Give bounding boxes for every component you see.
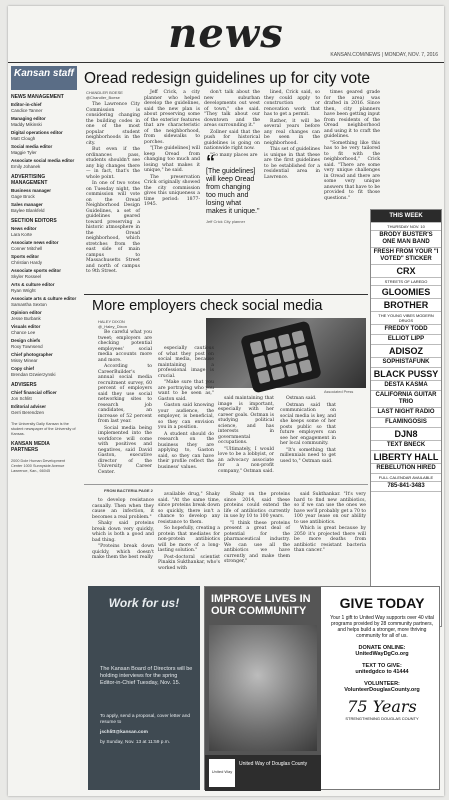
staff-name: Maggie Tyler — [11, 150, 37, 155]
story1-byline-name: CHANDLER BOESE — [86, 90, 123, 95]
text-to-give-head: TEXT TO GIVE: — [362, 663, 402, 669]
story1-col-1 — [86, 102, 140, 284]
article-paragraph: Post-doctoral scientist Pinakin Sukthankar, who's worked with — [158, 554, 220, 571]
ad-listing: FREDDY TODD — [371, 325, 441, 335]
jump-col-4 — [294, 492, 366, 582]
story1-col-2 — [144, 90, 200, 284]
staff-name: Ryan Wright — [11, 288, 36, 293]
ad-listing: REBELUTION HIRED — [371, 464, 441, 474]
staff-name: Skyler Rosseel — [11, 274, 42, 279]
article-paragraph: "Something like this has to be very tailored to fit with the neighborhood," Crick said. "There are some very unique challenges in Oread and there are some very unique answers that have to be provided to fit those questions." — [324, 140, 380, 201]
ad-listing: FULL CALENDAR AVAILABLE — [371, 474, 441, 482]
story1-col-5 — [324, 90, 380, 202]
staff-role: Associate arts & culture editor — [11, 296, 77, 301]
article-paragraph: The preservation Crick originally showed the city commission gives this uniqueness a time period: 1877-1945. — [144, 174, 200, 207]
jump-divider — [84, 484, 368, 485]
give-today-text: Your 1 gift to United Way supports over 40 vital programs provided by 28 community partners, and helps build a stronger, more thriving community for all of us. — [330, 615, 434, 639]
ad-listing: FRESH FROM YOUR "I VOTED" STICKER — [371, 248, 441, 265]
ad-listing: THURSDAY NOV. 10 — [371, 223, 441, 231]
staff-role: Sales manager — [11, 202, 43, 207]
staff-name: Brendan Dzwierzynski — [11, 372, 56, 377]
ad-listing: CRX — [371, 265, 441, 278]
anniversary-mark — [325, 697, 439, 721]
newspaper-page — [8, 6, 444, 796]
staff-name: Conner Mitchell — [11, 246, 43, 251]
text-to-give-code: unitedgdco to 41444 — [355, 669, 409, 675]
united-way-logo: United Way — [209, 759, 235, 787]
smartphone-photo — [206, 318, 366, 388]
staff-role: Design chiefs — [11, 338, 41, 343]
staff-section-head: SECTION EDITORS — [11, 218, 57, 224]
staff-role: Business manager — [11, 188, 52, 193]
pull-quote-mark: “ — [206, 152, 215, 172]
volunteer-head: VOLUNTEER: — [364, 681, 400, 687]
media-partners-head: KANSAN MEDIA PARTNERS — [11, 441, 50, 453]
work-for-us-ad[interactable] — [88, 586, 200, 790]
staff-role: Associate social media editor — [11, 158, 75, 163]
story1-col-4 — [264, 90, 320, 284]
ad-listing: DJN8 — [371, 428, 441, 441]
staff-role: Editor-in-chief — [11, 102, 42, 107]
article-paragraph: Shaky on the proteins since 2014, said these proteins could extend the life of antibiotics currently in use by 10 to 100 years. — [224, 492, 290, 519]
staff-role: Sports editor — [11, 254, 40, 259]
staff-role: Associate news editor — [11, 240, 59, 245]
article-paragraph: Rather, it will be several years before any real changes can be seen in the neighborhood. — [264, 118, 320, 146]
smartphone-image — [240, 320, 322, 393]
ad-listing: DESTA KASMA — [371, 381, 441, 391]
story2-byline — [98, 319, 127, 329]
article-paragraph: times geared grade for the area) was drafted in 2016. Since then, city planners have been getting input from residents of the Oread neighborhood and using it to craft the guidelines. — [324, 90, 380, 139]
donate-online-url[interactable]: UnitedWayDgCo.org — [355, 651, 409, 657]
article-paragraph: Ostman said that communication on social media is key, and she keeps some of her posts public so that future employers can see her engagement in her local community. — [280, 402, 336, 446]
pull-quote-attribution: Jeff Crick City planner — [206, 219, 246, 224]
staff-role: Opinion editor — [11, 310, 42, 315]
article-paragraph: Zollner said that the push for historical guidelines is going on nationwide right now. — [204, 129, 260, 151]
staff-section-head: NEWS MANAGEMENT — [11, 94, 64, 100]
ad-listing: ELLIOT LIPP — [371, 335, 441, 345]
united-way-photo-panel — [205, 587, 321, 791]
staff-name: Chance Lee — [11, 330, 36, 335]
staff-role: Chief financial officer — [11, 390, 57, 395]
work-for-us-body: The Kansan Board of Directors will be holding interviews for the spring Editor-in-Chief Tuesday, Nov. 15. — [100, 666, 193, 686]
staff-name: Candice Tanner — [11, 108, 43, 113]
staff-role: Associate sports editor — [11, 268, 62, 273]
united-way-footer — [205, 755, 321, 791]
united-way-org: United Way of Douglas County — [239, 761, 308, 767]
staff-name: Matt Clough — [11, 136, 36, 141]
article-paragraph: Jeff Crick, a city planner who helped develop the guidelines, said the new plan is about preserving some of the exterior features that are characteristic of the neighborhood, from sidewalks to porches. — [144, 90, 200, 145]
staff-role: Arts & culture editor — [11, 282, 55, 287]
staff-role: Chief photographer — [11, 352, 53, 357]
apply-instructions: To apply, send a proposal, cover letter and resume to — [100, 714, 191, 725]
article-paragraph: In one of two votes on Tuesday night, the commission will vote on the Oread Neighborhood Design Guidelines, a set of guidelines geared toward preserving a historic atmosphere in the Oread neighborhood, which stretches from the east side of main campus to Massachusetts Street and north of campus to 9th Street. — [86, 181, 140, 274]
ad-listing: 785-841-3483 — [371, 482, 441, 492]
article-paragraph: "It's something that millennials need to get used to," Ostman said. — [280, 447, 336, 464]
article-paragraph: Social media being implemented into the workforce will come with positives and negatives, said David Gaston, executive director of the University Career Center. — [98, 425, 152, 475]
article-paragraph: "Proteins break down quickly, which doesn't make them the best really — [92, 544, 154, 560]
continued-label: FROM BACTERIA PAGE 2 — [104, 488, 153, 493]
pull-quote-text: [The guidelines] will keep Oread from changing too much and losing what makes it unique." — [206, 168, 260, 215]
story1-col-3 — [204, 90, 260, 158]
apply-deadline: by Sunday, Nov. 13 at 11:59 p.m. — [100, 740, 171, 745]
masthead — [8, 6, 444, 64]
ad-listing: SOPHISTAFUNK — [371, 358, 441, 368]
ad-listing: THE YOUNG VIBES MODERN DRUGS — [371, 312, 441, 325]
united-way-headline: IMPROVE LIVES IN OUR COMMUNITY — [211, 593, 311, 617]
article-paragraph: "I think these proteins present a great deal of potential for the pharmaceutical industry. We can use all the antibiotics we have currently and make them stronger," — [224, 520, 290, 564]
staff-name: Gerri Berendzen — [11, 410, 45, 415]
staff-role: Copy chief — [11, 366, 35, 371]
ad-listing: LIBERTY HALL — [371, 451, 441, 464]
apply-email[interactable]: jschlitt@kansan.com — [100, 730, 148, 735]
story2-col-3 — [218, 396, 274, 480]
staff-section-head: ADVERTISING MANAGEMENT — [11, 174, 48, 186]
staff-name: Samantha Sexton — [11, 302, 47, 307]
staff-name: Maddy Mikinski — [11, 122, 42, 127]
jump-col-3 — [224, 492, 290, 582]
story2-headline: More employers check social media — [92, 298, 323, 314]
staff-section-head: ADVISERS — [11, 382, 37, 388]
app-icon-grid — [250, 330, 313, 384]
article-paragraph: Ostman said. — [286, 396, 317, 401]
section-logo: news — [168, 10, 284, 57]
article-paragraph: lined, Crick said, so they could apply to construction or renovation work that has to get a permit. — [264, 90, 320, 117]
article-paragraph: This set of guidelines is unique in that these are the first guidelines to be established for a residential area in Lawrence. — [264, 147, 320, 180]
story2-col-1 — [98, 330, 152, 480]
united-way-ad[interactable] — [204, 586, 440, 790]
staff-name: Emily Johanek — [11, 164, 41, 169]
photo-credit: Associated Press — [324, 390, 354, 394]
story2-col-4 — [280, 396, 336, 480]
staff-role: Visuals editor — [11, 324, 41, 329]
story1-byline — [86, 90, 123, 100]
story1-headline: Oread redesign guidelines up for city vote — [84, 70, 371, 87]
ad-listing: THIS WEEK — [371, 210, 441, 223]
masthead-rule — [8, 62, 444, 63]
staff-name: Jon Schlitt — [11, 396, 32, 401]
staff-name: Missy Minear — [11, 358, 38, 363]
staff-role: Digital operations editor — [11, 130, 63, 135]
staff-name: Lara Korte — [11, 232, 33, 237]
story2-col-2 — [158, 346, 214, 480]
staff-name: Gage Brock — [11, 194, 35, 199]
article-paragraph: Gaston said knowing your audience, the employer, is beneficial, so they can envision you in a position. — [158, 403, 214, 430]
story-divider — [84, 294, 368, 295]
article-paragraph: "[The guidelines] will keep Oread from changing too much and losing what makes it unique," he said. — [144, 146, 200, 173]
article-paragraph: don't talk about the new suburban developments out west of town," she said. "They talk about our downtown and the areas surrounding it." — [204, 90, 260, 128]
ad-listing: BROTHER — [371, 299, 441, 312]
donate-online-head: DONATE ONLINE: — [358, 645, 406, 651]
staff-name: Christian Hardy — [11, 260, 43, 265]
ad-listing: BLACK PUSSY — [371, 368, 441, 381]
staff-name: Roxy Townsend — [11, 344, 43, 349]
article-paragraph: Shaky said proteins break down very quickly, which is both a good and bad thing. — [92, 521, 154, 543]
article-paragraph: A student should do research on the business they are applying to, Gaston said, so they can have their profile reflect the business' values. — [158, 431, 214, 470]
ad-listing: FLAMINGOSIS — [371, 418, 441, 428]
volunteer-url[interactable]: VolunteerDouglasCounty.org — [344, 687, 420, 693]
article-paragraph: The Lawrence City Commission is considering changing the building codes in one of the most popular student neighborhoods in the city. — [86, 102, 140, 146]
article-paragraph: Be careful what you tweet; employers are checking potential employees' social media accounts more and more. — [98, 330, 152, 363]
ad-listing: STREETS OF LAREDO — [371, 278, 441, 286]
staff-sidebar — [8, 66, 80, 796]
ad-listing: BRODY BUSTER'S ONE MAN BAND — [371, 231, 441, 248]
article-paragraph: So hopefully, creating a protein that mediates for non-protein antibiotics will be more of a long-lasting solution." — [158, 526, 220, 553]
article-paragraph: Which is great because by 2050 it's projected there will be more deaths from antibiotic resistant bacteria than cancer." — [294, 526, 366, 553]
article-paragraph: "Ultimately, I would love to be a lobbyist, or an advocacy associate for a non-profit company," Ostman said. — [218, 446, 274, 474]
united-way-give-panel — [325, 587, 439, 791]
work-for-us-apply — [100, 714, 194, 746]
staff-role: News editor — [11, 226, 37, 231]
article-paragraph: especially cautious of what they post on social media, because maintaining a professional image is crucial. — [158, 346, 214, 379]
article-paragraph: "Make sure that you are portraying who you want to be seen as," Gaston said. — [158, 380, 214, 402]
staff-name: Jesse Burbank — [11, 316, 41, 321]
staff-role: Social media editor — [11, 144, 53, 149]
family-photo — [209, 625, 317, 751]
staff-role: Managing editor — [11, 116, 46, 121]
anniversary-tagline: STRENGTHENING DOUGLAS COUNTY — [345, 716, 419, 721]
ad-listing: CALIFORNIA GUITAR TRIO — [371, 391, 441, 408]
work-for-us-title: Work for us! — [108, 596, 180, 610]
anniversary-years: 75 Years — [347, 697, 417, 716]
article-paragraph: "So many places are — [210, 152, 258, 158]
liberty-hall-ad[interactable] — [370, 209, 442, 627]
jump-col-1 — [92, 498, 154, 582]
ad-listing: GLOOMIES — [371, 286, 441, 299]
article-paragraph: But even if the ordinances pass, students shouldn't see any big changes there — in fact, that's the whole point. — [86, 147, 140, 180]
staff-contact: 2000 Dole Human Development Center 1000 Sunnyside Avenue Lawrence, Kan., 66045 — [11, 459, 66, 473]
ad-listing: ADISOZ — [371, 345, 441, 358]
story2-byline-handle: @_Haley_Dixon — [98, 324, 127, 329]
issue-dateline: KANSAN.COM/NEWS | MONDAY, NOV. 7, 2016 — [330, 52, 438, 58]
story1-byline-handle: @Chandler_Boese — [86, 95, 120, 100]
article-paragraph: to develop resistance casually. Then when they cause an infection, it becomes a real problem." — [92, 498, 154, 520]
jump-col-2 — [158, 492, 220, 582]
article-paragraph: said Sukthankar. "It's very hard to find new antibiotics, so if we can use the ones we have we'll probably get a 70 to 100 year lease on our ability to use antibiotics. — [294, 492, 366, 525]
ad-listing: LAST NIGHT RADIO — [371, 408, 441, 418]
staff-flag: Kansan staff — [11, 66, 77, 90]
staff-sections — [11, 94, 77, 416]
staff-fine-print: The University Daily Kansan is the student newspaper of the University of Kansas. — [11, 422, 76, 436]
give-today-title: GIVE TODAY — [339, 595, 425, 611]
staff-name: Baylee Blankfeld — [11, 208, 45, 213]
staff-role: Editorial adviser — [11, 404, 47, 409]
article-paragraph: available drug," Shaky said. "At the same time, since proteins break down so quickly, there isn't a chance to develop any resistance to them. — [158, 492, 220, 525]
article-paragraph: According to CareerBuilder's annual social media recruitment survey, 60 percent of employers said they use social networking sites to research job candidates, an increase of 52 percent from last year. — [98, 364, 152, 424]
story2-byline-name: HALEY DIXON — [98, 319, 125, 324]
ad-listing: TEXT BNECK — [371, 441, 441, 451]
article-paragraph: said maintaining that image is important, especially with her career goals. Ostman is studying political science, and has interests in governmental occupations. — [218, 396, 274, 445]
